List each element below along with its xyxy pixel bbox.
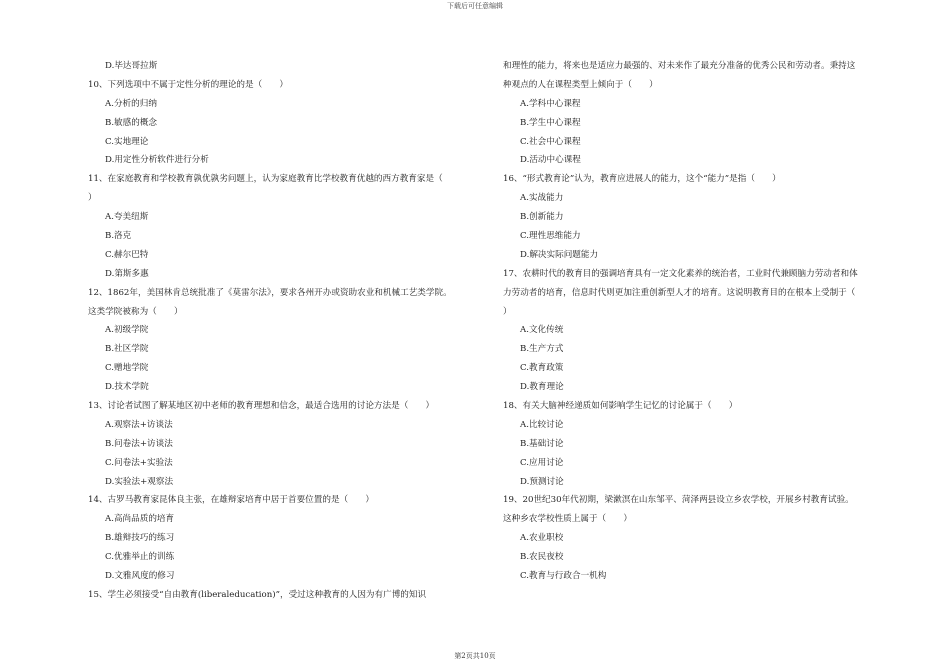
question-text: 17、农耕时代的教育目的强调培育具有一定文化素养的统治者，工业时代兼顾脑力劳动者和体 bbox=[503, 268, 858, 279]
question-text: ） bbox=[503, 306, 512, 317]
answer-option: D.教育理论 bbox=[520, 382, 564, 393]
answer-option: B.生产方式 bbox=[520, 344, 564, 355]
answer-option: B.创新能力 bbox=[520, 212, 564, 223]
answer-option: C.教育与行政合一机构 bbox=[520, 571, 607, 582]
question-text: 13、讨论者试图了解某地区初中老师的教育理想和信念，最适合选用的讨论方法是（ ） bbox=[88, 401, 435, 412]
answer-option: D.解决实际问题能力 bbox=[520, 249, 599, 260]
answer-option: B.基础讨论 bbox=[520, 438, 564, 449]
answer-option: C.应用讨论 bbox=[520, 457, 564, 468]
header-note: 下载后可任意编辑 bbox=[447, 2, 503, 10]
question-text: 18、有关大脑神经递质如何影响学生记忆的讨论属于（ ） bbox=[503, 401, 738, 412]
answer-option: C.实地理论 bbox=[105, 136, 149, 147]
answer-option: A.实战能力 bbox=[520, 193, 564, 204]
answer-option: B.农民夜校 bbox=[520, 552, 564, 563]
question-text: ） bbox=[88, 193, 97, 204]
question-text: 16、“形式教育论”认为，教育应进展人的能力，这个“能力”是指（ ） bbox=[503, 174, 781, 185]
question-text: 和理性的能力，将来也是适应力最强的、对未来作了最充分准备的优秀公民和劳动者。秉持这 bbox=[503, 61, 856, 71]
page-number: 第2页共10页 bbox=[454, 652, 496, 660]
answer-option: A.初级学院 bbox=[105, 325, 149, 336]
question-text: 这种乡农学校性质上属于（ ） bbox=[503, 514, 632, 525]
answer-option: D.用定性分析软件进行分析 bbox=[105, 155, 209, 166]
question-text: 10、下列选项中不属于定性分析的理论的是（ ） bbox=[88, 79, 288, 90]
question-text: 种观点的人在课程类型上倾向于（ ） bbox=[503, 79, 658, 90]
answer-option: A.夸美纽斯 bbox=[105, 212, 149, 223]
answer-option: B.雄辩技巧的练习 bbox=[105, 533, 175, 544]
answer-option: B.学生中心课程 bbox=[520, 117, 581, 128]
question-text: 14、古罗马教育家昆体良主张，在雄辩家培育中居于首要位置的是（ ） bbox=[88, 495, 374, 506]
answer-option: B.敏感的概念 bbox=[105, 117, 158, 128]
answer-option: A.农业职校 bbox=[520, 533, 564, 544]
left-column bbox=[88, 57, 488, 605]
answer-option: C.理性思维能力 bbox=[520, 231, 581, 242]
question-text: 力劳动者的培育，信息时代则更加注重创新型人才的培育。这说明教育目的在根本上受制于（ bbox=[503, 287, 856, 298]
answer-option: D.实验法+观察法 bbox=[105, 476, 174, 487]
answer-option: D.技术学院 bbox=[105, 382, 149, 393]
answer-option: A.高尚品质的培育 bbox=[105, 514, 175, 525]
answer-option: D.文雅风度的修习 bbox=[105, 571, 175, 582]
question-text: 15、学生必须接受“自由教育(liberaleducation)”，受过这种教育的人因为有广博的知识 bbox=[88, 589, 427, 600]
answer-option: A.学科中心课程 bbox=[520, 98, 581, 109]
question-text: 这类学院被称为（ ） bbox=[88, 306, 183, 317]
answer-option: B.问卷法+访谈法 bbox=[105, 438, 173, 449]
question-text: 12、1862年，美国林肯总统批准了《莫雷尔法》，要求各州开办或资助农业和机械工艺类学院。 bbox=[88, 287, 452, 298]
answer-option: A.比较讨论 bbox=[520, 419, 564, 430]
answer-option: A.分析的归纳 bbox=[105, 98, 157, 109]
answer-option: D.毕达哥拉斯 bbox=[105, 61, 158, 71]
answer-option: C.问卷法+实验法 bbox=[105, 457, 173, 468]
right-column bbox=[503, 57, 913, 586]
answer-option: C.教育政策 bbox=[520, 363, 564, 374]
question-text: 19、20世纪30年代初期，梁漱溟在山东邹平、菏泽两县设立乡农学校，开展乡村教育试验。 bbox=[503, 495, 854, 506]
answer-option: D.活动中心课程 bbox=[520, 155, 581, 166]
answer-option: A.观察法+访谈法 bbox=[105, 419, 173, 430]
answer-option: B.社区学院 bbox=[105, 344, 149, 355]
answer-option: C.赠地学院 bbox=[105, 363, 149, 374]
answer-option: C.社会中心课程 bbox=[520, 136, 581, 147]
answer-option: C.赫尔巴特 bbox=[105, 249, 149, 260]
answer-option: D.第斯多惠 bbox=[105, 268, 149, 279]
answer-option: D.预测讨论 bbox=[520, 476, 564, 487]
answer-option: B.洛克 bbox=[105, 231, 132, 242]
answer-option: C.优雅举止的训练 bbox=[105, 552, 175, 563]
answer-option: A.文化传统 bbox=[520, 325, 564, 336]
question-text: 11、在家庭教育和学校教育孰优孰劣问题上，认为家庭教育比学校教育优越的西方教育家是（ bbox=[88, 174, 443, 185]
